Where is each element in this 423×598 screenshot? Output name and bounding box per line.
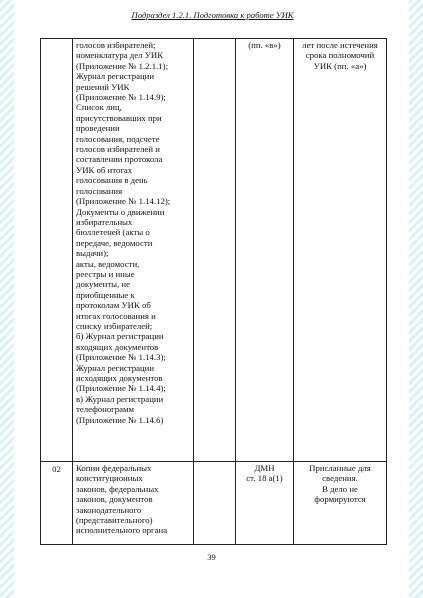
records-table: [40, 38, 387, 545]
row-col3: [194, 39, 236, 462]
row-number: 02: [41, 462, 73, 545]
page-header: Подраздел 1.2.1. Подготовка к работе УИК: [131, 10, 294, 20]
row-description: Копии федеральных конституционных законов, федеральных законов, документов законодательного (представительного) исполнительного органа: [73, 462, 194, 545]
row-retention-ref: ДМН ст. 18 а(1): [236, 462, 294, 545]
row-notes: Присланные для сведения. В дело не формируются: [294, 462, 387, 545]
row-col3: [194, 462, 236, 545]
right-decorative-border: [409, 0, 423, 598]
row-description: голосов избирателей; номенклатура дел УИК (Приложение № 1.2.1.1); Журнал регистрации решений УИК (Приложение № 1.14.9); Список лиц, присутствовавших при проведении голосования, подсчете голосов избирателей и составлении протокола УИК об итогах голосования в день голосования (Приложение № 1.14.12); Документы о движении избирательных бюллетеней (акты о передаче, ведомости выдачи); акты, ведомости, реестры и иные документы, не приобщенные к протоколам УИК об итогах голосования и списку избирателей; б) Журнал регистрации входящих документов (Приложение № 1.14.3); Журнал регистрации исходящих документов (Приложение № 1.14.4); в) Журнал регистрации телефонограмм (Приложение № 1.14.6): [73, 39, 194, 462]
table-row: [41, 462, 387, 545]
table-row: [41, 39, 387, 462]
left-decorative-border: [0, 0, 14, 598]
row-notes: лет после истечения срока полномочий УИК (пп. «а»): [294, 39, 387, 462]
row-number: [41, 39, 73, 462]
page-number: 39: [207, 552, 216, 562]
row-retention-ref: (пп. «в»): [236, 39, 294, 462]
